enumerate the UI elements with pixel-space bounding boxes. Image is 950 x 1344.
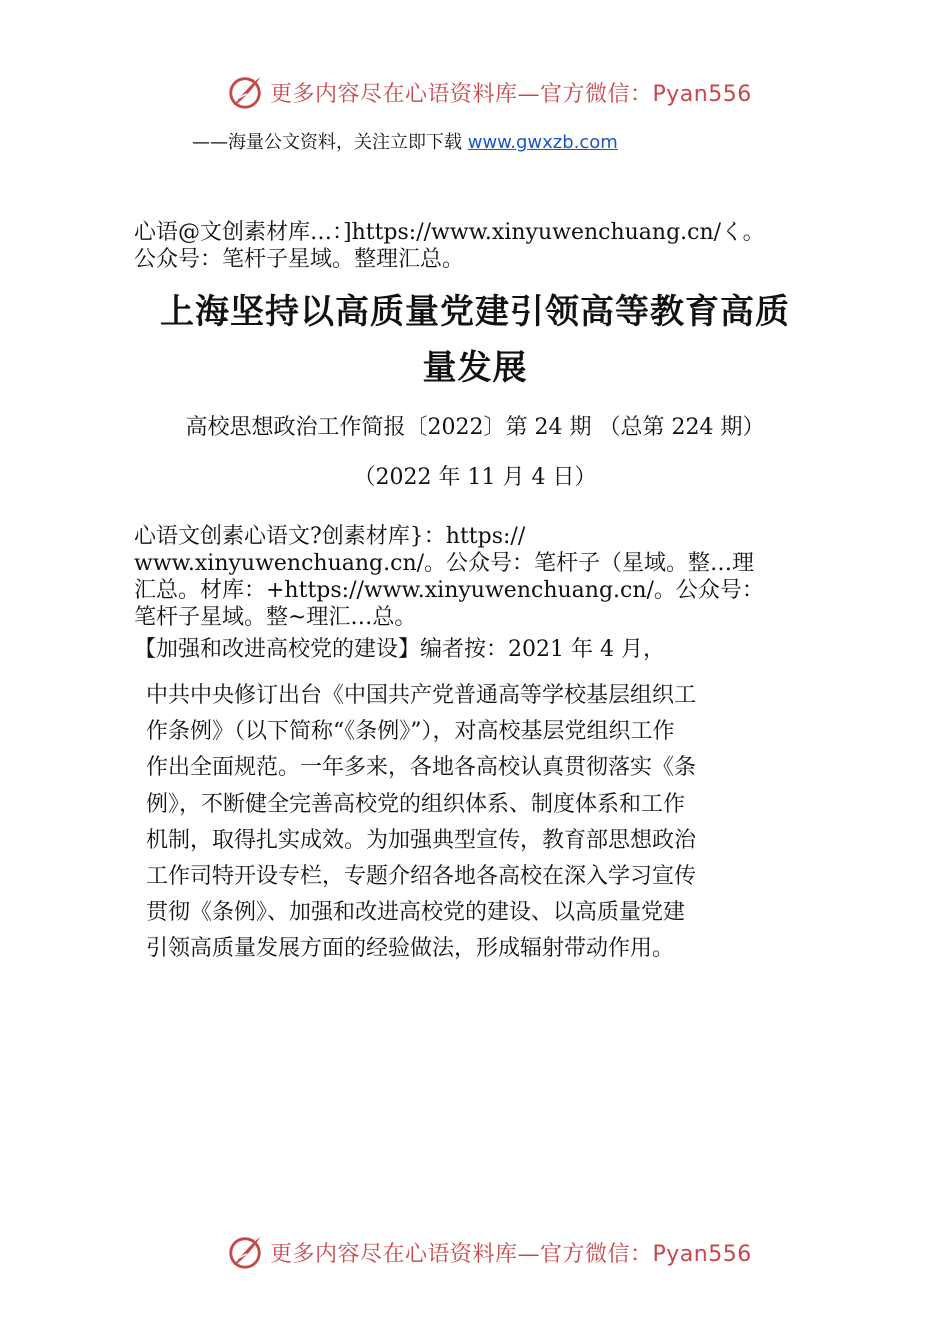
editor-note-first-line: 【加强和改进高校党的建设】编者按：2021 年 4 月， [134, 637, 665, 662]
body-line: 作出全面规范。一年多来，各地各高校认真贯彻落实《条 [146, 755, 697, 781]
watermark-line: 心语@文创素材库…：]https://www.xinyuwenchuang.cn/く。 [134, 220, 765, 245]
banner-text: 更多内容尽在心语资料库—官方微信：Pyan556 [270, 81, 752, 107]
bulletin-issue: 高校思想政治工作简报〔2022〕第 24 期 （总第 224 期） [185, 415, 765, 440]
tagline [192, 128, 618, 154]
watermark-block-top [134, 219, 814, 273]
body-line: 工作司特开设专栏，专题介绍各地各高校在深入学习宣传 [146, 864, 697, 890]
watermark-line: www.xinyuwenchuang.cn/。公众号：笔杆子（星域。整…理 [134, 551, 755, 576]
footer-banner [0, 1222, 950, 1282]
title-line: 上海坚持以高质量党建引领高等教育高质 [160, 292, 790, 332]
bulletin-date: （2022 年 11 月 4 日） [353, 465, 597, 490]
watermark-line: 笔杆子星域。整~理汇…总。 [134, 605, 417, 630]
body-line: 贯彻《条例》、加强和改进高校党的建设、以高质量党建 [146, 900, 686, 926]
watermark-line: 汇总。材库：+https://www.xinyuwenchuang.cn/。公众号： [134, 578, 764, 603]
body-line: 中共中央修订出台《中国共产党普通高等学校基层组织工 [146, 683, 697, 708]
article-title [100, 284, 850, 396]
body-line: 例》，不断健全完善高校党的组织体系、制度体系和工作 [146, 791, 686, 817]
watermark-line: 心语文创素心语文?创素材库}：https:// [134, 524, 526, 549]
watermark-line: 公众号：笔杆子星域。整理汇总。 [134, 247, 465, 272]
footer-wechat-id: Pyan556 [652, 1241, 752, 1267]
title-line: 量发展 [422, 348, 528, 388]
body-line: 机制，取得扎实成效。为加强典型宣传，教育部思想政治 [146, 827, 697, 853]
editor-note-body [146, 678, 826, 968]
banner-wechat-id: Pyan556 [652, 81, 752, 107]
header-banner [0, 62, 950, 122]
tagline-text: ——海量公文资料，关注立即下载 [192, 132, 468, 153]
quill-logo-icon [226, 73, 264, 111]
body-line: 作条例》（以下简称“《条例》”），对高校基层党组织工作 [146, 719, 675, 745]
body-line: 引领高质量发展方面的经验做法，形成辐射带动作用。 [146, 936, 675, 962]
quill-logo-icon [226, 1233, 264, 1271]
download-link[interactable]: www.gwxzb.com [467, 132, 618, 153]
footer-banner-text: 更多内容尽在心语资料库—官方微信：Pyan556 [270, 1241, 752, 1267]
watermark-block-middle [134, 523, 814, 631]
